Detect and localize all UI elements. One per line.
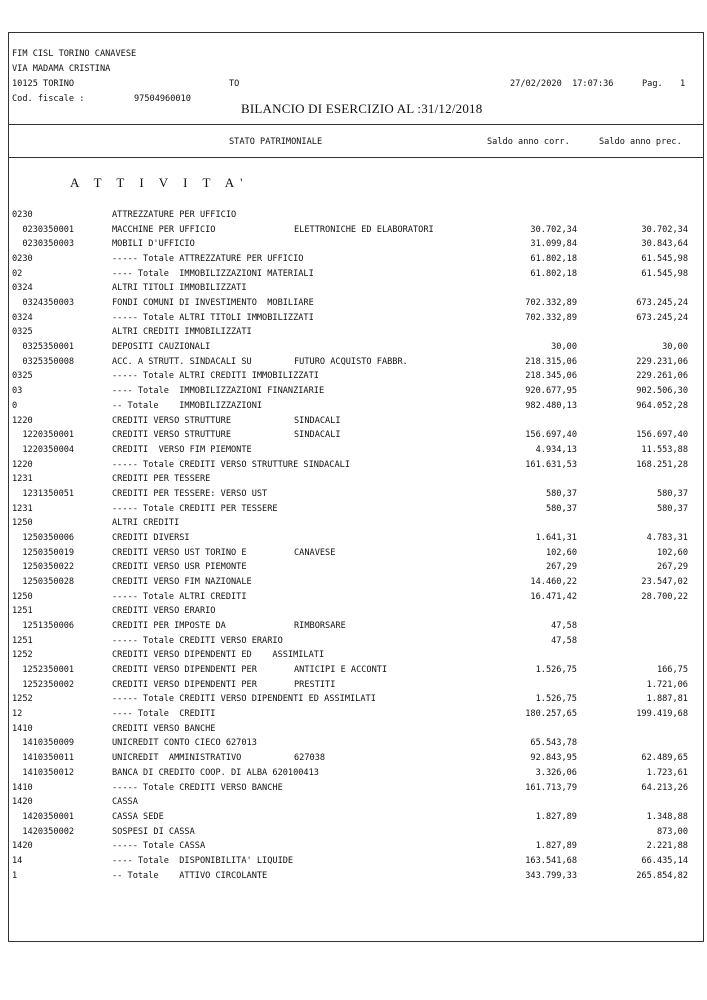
current-balance: 218.315,06	[525, 356, 577, 367]
account-code: 1420350002	[12, 826, 75, 837]
account-code: 1250	[12, 518, 33, 529]
current-balance: 61.802,18	[530, 254, 577, 265]
previous-balance: 30,00	[662, 342, 688, 353]
account-code: 0230350001	[12, 224, 75, 235]
account-description-extra: PRESTITI	[294, 679, 336, 690]
table-row	[0, 296, 707, 310]
org-province: TO	[229, 79, 240, 89]
tax-code: 97504960010	[134, 94, 191, 104]
table-row	[0, 443, 707, 457]
account-description: CASSA	[112, 797, 138, 808]
account-code: 1410350009	[12, 738, 75, 749]
account-description: ----- Totale ALTRI TITOLI IMMOBILIZZATI	[112, 312, 314, 323]
previous-balance: 61.545,98	[641, 268, 688, 279]
account-code: 1420	[12, 797, 33, 808]
table-row	[0, 252, 707, 266]
account-description: ----- Totale ALTRI CREDITI IMMOBILIZZATI	[112, 371, 319, 382]
column-previous-balance: Saldo anno prec.	[599, 137, 682, 147]
account-description: ----- Totale CREDITI VERSO ERARIO	[112, 635, 283, 646]
previous-balance: 11.553,88	[641, 444, 688, 455]
account-code: 1220	[12, 415, 33, 426]
account-description: ----- Totale ALTRI CREDITI	[112, 591, 247, 602]
current-balance: 1.526,75	[535, 665, 577, 676]
account-description-extra: RIMBORSARE	[294, 621, 346, 632]
table-row	[0, 854, 707, 868]
current-balance: 343.799,33	[525, 870, 577, 881]
page-label: Pag.	[642, 79, 663, 89]
previous-balance: 23.547,02	[641, 577, 688, 587]
account-code: 1410350011	[12, 753, 75, 764]
previous-balance: 102,60	[656, 547, 688, 558]
previous-balance: 1.723,61	[646, 767, 688, 778]
org-name: FIM CISL TORINO CANAVESE	[12, 49, 137, 59]
current-balance: 180.257,65	[525, 709, 577, 720]
account-description: ATTREZZATURE PER UFFICIO	[112, 210, 237, 220]
account-description: ACC. A STRUTT. SINDACALI SU	[112, 356, 252, 367]
section-title: A T T I V I T A'	[70, 175, 249, 190]
current-balance: 580,37	[545, 503, 577, 514]
account-code: 0230	[12, 254, 33, 265]
table-row	[0, 604, 707, 618]
current-balance: 163.541,68	[525, 855, 577, 866]
account-description: MOBILI D'UFFICIO	[112, 239, 195, 250]
account-description: ---- Totale CREDITI	[112, 709, 216, 720]
account-description: CASSA SEDE	[112, 811, 164, 822]
table-row	[0, 560, 707, 574]
current-balance: 47,58	[551, 635, 577, 646]
previous-balance: 902.506,30	[636, 386, 688, 397]
account-description-extra: SINDACALI	[294, 430, 341, 441]
account-description: ----- Totale CREDITI VERSO DIPENDENTI ED ASSIMILATI	[112, 694, 376, 705]
previous-balance: 580,37	[656, 488, 688, 499]
account-code: 1252350002	[12, 679, 75, 690]
account-description: ---- Totale IMMOBILIZZAZIONI MATERIALI	[112, 268, 314, 279]
account-code: 1220350004	[12, 444, 75, 455]
previous-balance: 265.854,82	[636, 870, 688, 881]
account-code: 1220	[12, 459, 33, 470]
previous-balance: 166,75	[656, 665, 688, 676]
previous-balance: 1.721,06	[646, 679, 688, 690]
table-row	[0, 487, 707, 501]
account-description: ----- Totale ATTREZZATURE PER UFFICIO	[112, 254, 304, 265]
account-code: 1251	[12, 635, 33, 646]
previous-balance: 168.251,28	[636, 459, 688, 470]
table-row	[0, 281, 707, 295]
account-description: UNICREDIT AMMINISTRATIVO	[112, 753, 242, 764]
account-description: ALTRI CREDITI	[112, 518, 180, 529]
current-balance: 16.471,42	[530, 591, 577, 602]
current-balance: 4.934,13	[535, 444, 577, 455]
account-description: SOSPESI DI CASSA	[112, 826, 195, 837]
account-description: CREDITI VERSO ERARIO	[112, 606, 216, 617]
table-row	[0, 663, 707, 677]
current-balance: 102,60	[545, 547, 577, 558]
table-row	[0, 722, 707, 736]
current-balance: 3.326,06	[535, 767, 577, 778]
org-address: VIA MADAMA CRISTINA	[12, 64, 111, 74]
current-balance: 1.526,75	[535, 694, 577, 705]
account-description: CREDITI VERSO BANCHE	[112, 723, 216, 734]
table-row	[0, 311, 707, 325]
current-balance: 31.099,84	[530, 239, 577, 250]
account-description: CREDITI VERSO FIM PIEMONTE	[112, 444, 252, 455]
current-balance: 61.802,18	[530, 268, 577, 279]
table-row	[0, 502, 707, 516]
previous-balance: 61.545,98	[641, 254, 688, 265]
account-code: 1410	[12, 723, 33, 734]
column-divider	[8, 157, 704, 158]
account-description: MACCHINE PER UFFICIO	[112, 224, 216, 235]
account-description-extra: ANTICIPI E ACCONTI	[294, 665, 388, 676]
table-row	[0, 869, 707, 883]
account-code: 1220350001	[12, 430, 75, 441]
table-row	[0, 634, 707, 648]
account-description: ----- Totale CREDITI VERSO STRUTTURE SINDACALI	[112, 459, 350, 470]
previous-balance: 30.843,64	[641, 239, 688, 250]
account-description-extra: SINDACALI	[294, 415, 341, 426]
current-balance: 1.641,31	[535, 532, 577, 543]
tax-code-label: Cod. fiscale :	[12, 94, 85, 104]
table-row	[0, 428, 707, 442]
table-row	[0, 736, 707, 750]
table-row	[0, 590, 707, 604]
print-datetime: 27/02/2020 17:07:36	[510, 79, 614, 89]
current-balance: 65.543,78	[530, 738, 577, 749]
previous-balance: 199.419,68	[636, 709, 688, 720]
current-balance: 218.345,06	[525, 371, 577, 382]
page-number: 1	[680, 79, 686, 89]
account-code: 1410	[12, 782, 33, 793]
account-description: ----- Totale CREDITI VERSO BANCHE	[112, 782, 283, 793]
table-row	[0, 619, 707, 633]
account-code: 0230	[12, 210, 33, 220]
account-code: 1420	[12, 841, 33, 852]
account-description: ----- Totale CREDITI PER TESSERE	[112, 503, 278, 514]
account-description: CREDITI VERSO DIPENDENTI PER	[112, 665, 257, 676]
current-balance: 30,00	[551, 342, 577, 353]
org-city: 10125 TORINO	[12, 79, 75, 89]
account-description: CREDITI VERSO USR PIEMONTE	[112, 562, 247, 573]
column-section: STATO PATRIMONIALE	[229, 137, 323, 147]
account-code: 1251350006	[12, 621, 75, 632]
table-row	[0, 237, 707, 251]
previous-balance: 28.700,22	[641, 591, 688, 602]
current-balance: 161.631,53	[525, 459, 577, 470]
account-code: 0325	[12, 371, 33, 382]
table-row	[0, 384, 707, 398]
account-code: 03	[12, 386, 23, 397]
table-row	[0, 546, 707, 560]
account-description: ALTRI TITOLI IMMOBILIZZATI	[112, 283, 247, 294]
account-code: 1252350001	[12, 665, 75, 676]
table-row	[0, 414, 707, 428]
column-current-balance: Saldo anno corr.	[487, 137, 570, 147]
current-balance: 92.843,95	[530, 753, 577, 764]
account-code: 1	[12, 870, 18, 881]
account-description: -- Totale IMMOBILIZZAZIONI	[112, 400, 263, 411]
report-title: BILANCIO DI ESERCIZIO AL :31/12/2018	[241, 101, 483, 116]
account-description: BANCA DI CREDITO COOP. DI ALBA 620100413	[112, 767, 319, 778]
table-row	[0, 766, 707, 780]
account-code: 02	[12, 268, 23, 279]
current-balance: 580,37	[545, 488, 577, 499]
previous-balance: 30.702,34	[641, 224, 688, 235]
account-code: 1410350012	[12, 767, 75, 778]
current-balance: 156.697,40	[525, 430, 577, 441]
account-code: 0324	[12, 283, 33, 294]
account-description: UNICREDIT CONTO CIECO 627013	[112, 738, 257, 749]
table-row	[0, 369, 707, 383]
account-code: 1252	[12, 650, 33, 661]
account-code: 1250350006	[12, 532, 75, 543]
account-code: 0325	[12, 327, 33, 338]
current-balance: 267,29	[545, 562, 577, 573]
account-description: ---- Totale DISPONIBILITA' LIQUIDE	[112, 855, 294, 866]
account-description: CREDITI PER IMPOSTE DA	[112, 621, 226, 632]
current-balance: 702.332,89	[525, 298, 577, 309]
current-balance: 1.827,89	[535, 811, 577, 822]
table-row	[0, 810, 707, 824]
current-balance: 1.827,89	[535, 841, 577, 852]
account-description: CREDITI PER TESSERE	[112, 474, 211, 485]
account-code: 0324	[12, 312, 33, 323]
previous-balance: 580,37	[656, 503, 688, 514]
account-description-extra: ELETTRONICHE ED ELABORATORI	[294, 224, 434, 235]
table-row	[0, 516, 707, 530]
account-description: CREDITI VERSO DIPENDENTI ED ASSIMILATI	[112, 650, 325, 661]
previous-balance: 156.697,40	[636, 430, 688, 441]
account-code: 1251	[12, 606, 33, 617]
table-row	[0, 458, 707, 472]
account-description-extra: FUTURO ACQUISTO FABBR.	[294, 356, 408, 367]
account-code: 1231	[12, 474, 33, 485]
table-row	[0, 472, 707, 486]
previous-balance: 873,00	[656, 826, 688, 837]
current-balance: 30.702,34	[530, 224, 577, 235]
account-code: 0325350001	[12, 342, 75, 353]
account-code: 1250	[12, 591, 33, 602]
account-code: 1420350001	[12, 811, 75, 822]
previous-balance: 66.435,14	[641, 855, 688, 866]
account-code: 1231350051	[12, 488, 75, 499]
current-balance: 47,58	[551, 621, 577, 632]
previous-balance: 229.261,06	[636, 371, 688, 382]
account-description: CREDITI VERSO STRUTTURE	[112, 430, 231, 441]
table-row	[0, 751, 707, 765]
table-row	[0, 825, 707, 839]
table-row	[0, 223, 707, 237]
previous-balance: 673.245,24	[636, 312, 688, 323]
table-row	[0, 575, 707, 589]
table-row	[0, 355, 707, 369]
account-code: 1252	[12, 694, 33, 705]
account-code: 0230350003	[12, 239, 75, 250]
account-description: ALTRI CREDITI IMMOBILIZZATI	[112, 327, 252, 338]
table-row	[0, 267, 707, 281]
previous-balance: 4.783,31	[646, 532, 688, 543]
table-row	[0, 781, 707, 795]
account-code: 1250350019	[12, 547, 75, 558]
header-divider	[8, 124, 704, 125]
table-row	[0, 399, 707, 413]
account-description: CREDITI VERSO DIPENDENTI PER	[112, 679, 257, 690]
account-description: CREDITI VERSO FIM NAZIONALE	[112, 577, 252, 587]
table-row	[0, 325, 707, 339]
current-balance: 14.460,22	[530, 577, 577, 587]
account-description: ---- Totale IMMOBILIZZAZIONI FINANZIARIE	[112, 386, 325, 397]
previous-balance: 1.348,88	[646, 811, 688, 822]
previous-balance: 964.052,28	[636, 400, 688, 411]
current-balance: 702.332,89	[525, 312, 577, 323]
account-description: CREDITI DIVERSI	[112, 532, 190, 543]
table-row	[0, 340, 707, 354]
table-row	[0, 707, 707, 721]
account-description: -- Totale ATTIVO CIRCOLANTE	[112, 870, 268, 881]
table-row	[0, 208, 707, 222]
table-row	[0, 692, 707, 706]
current-balance: 982.480,13	[525, 400, 577, 411]
previous-balance: 62.489,65	[641, 753, 688, 764]
previous-balance: 64.213,26	[641, 782, 688, 793]
account-code: 0324350003	[12, 298, 75, 309]
account-description: DEPOSITI CAUZIONALI	[112, 342, 211, 353]
account-code: 12	[12, 709, 23, 720]
account-description: FONDI COMUNI DI INVESTIMENTO MOBILIARE	[112, 298, 314, 309]
current-balance: 920.677,95	[525, 386, 577, 397]
account-code: 1250350028	[12, 577, 75, 587]
current-balance: 161.713,79	[525, 782, 577, 793]
account-code: 1231	[12, 503, 33, 514]
previous-balance: 673.245,24	[636, 298, 688, 309]
account-description: CREDITI PER TESSERE: VERSO UST	[112, 488, 268, 499]
table-row	[0, 795, 707, 809]
previous-balance: 229.231,06	[636, 356, 688, 367]
account-description: ----- Totale CASSA	[112, 841, 206, 852]
table-row	[0, 678, 707, 692]
table-row	[0, 648, 707, 662]
previous-balance: 2.221,88	[646, 841, 688, 852]
account-description-extra: 627038	[294, 753, 326, 764]
account-code: 14	[12, 855, 23, 866]
account-description: CREDITI VERSO STRUTTURE	[112, 415, 231, 426]
table-row	[0, 531, 707, 545]
account-code: 0	[12, 400, 18, 411]
account-code: 1250350022	[12, 562, 75, 573]
account-description-extra: CANAVESE	[294, 547, 336, 558]
previous-balance: 267,29	[656, 562, 688, 573]
previous-balance: 1.887,81	[646, 694, 688, 705]
table-row	[0, 839, 707, 853]
account-description: CREDITI VERSO UST TORINO E	[112, 547, 247, 558]
account-code: 0325350008	[12, 356, 75, 367]
